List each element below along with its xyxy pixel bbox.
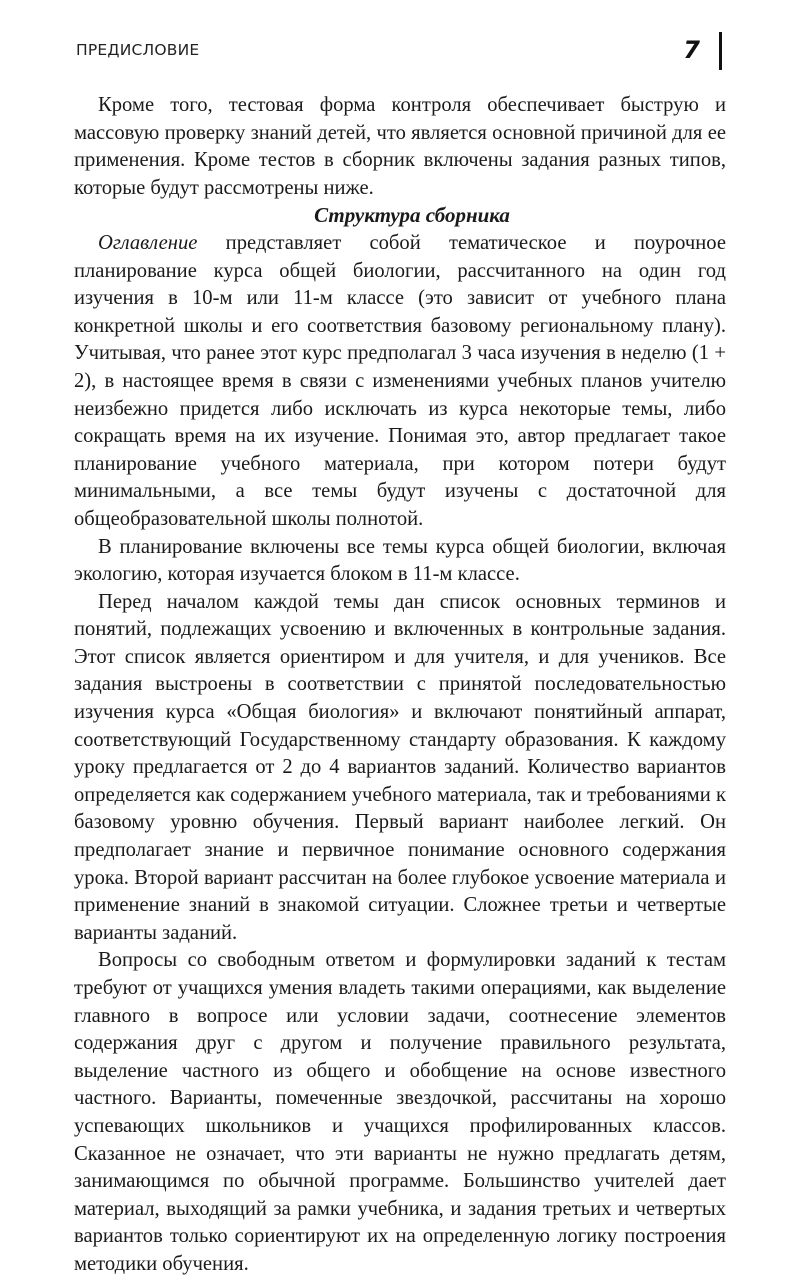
paragraph-table-of-contents <box>74 230 726 534</box>
header-rule <box>719 32 722 70</box>
running-head: ПРЕДИСЛОВИЕ <box>76 41 200 59</box>
paragraph-lead-term: Оглавление <box>98 231 198 254</box>
section-title: Структура сборника <box>314 203 510 228</box>
page-header <box>76 38 726 72</box>
page-number: 7 <box>683 36 700 64</box>
paragraph-questions: Вопросы со свободным ответом и формулировки заданий к тестам требуют от учащихся умения владеть такими операциями, как выделение главного в вопросе или условии задачи, соотнесение элементов содержания друг с другом и получение правильного результата, выделение частного из общего и обобщение на основе известного частного. Варианты, помеченные звездочкой, рассчитаны на хорошо успевающих школьников и учащихся профилированных классов. Сказанное не означает, что эти варианты не нужно предлагать детям, занимающимся по обычной программе. Большинство учителей дает материал, выходящий за рамки учебника, и задания третьих и четвертых вариантов только сориентируют их на определенную логику построения методики обучения. <box>74 949 726 1275</box>
paragraph-planning: В планирование включены все темы курса общей биологии, включая экологию, которая изучается блоком в 11-м классе. <box>74 535 726 586</box>
intro-paragraph: Кроме того, тестовая форма контроля обеспечивает быструю и массовую проверку знаний детей, что является основной причиной для ее применения. Кроме тестов в сборник включены задания разных типов, которые будут рассмотрены ниже. <box>74 94 726 199</box>
paragraph-text: представляет собой тематическое и поурочное планирование курса общей биологии, рассчитанного на один год изучения в 10-м или 11-м классе (это зависит от учебного плана конкретной школы и его соответствия базовому региональному плану). Учитывая, что ранее этот курс предполагал 3 часа изучения в неделю (1 + 2), в настоящее время в связи с изменениями учебных планов учителю неизбежно придется либо исключать из курса некоторые темы, либо сокращать время на их изучение. Понимая это, автор предлагает такое планирование учебного материала, при котором потери будут минимальными, а все темы будут изучены с достаточной для общеобразовательной школы полнотой. <box>74 231 726 530</box>
paragraph-terms: Перед началом каждой темы дан список основных терминов и понятий, подлежащих усвоению и включенных в контрольные задания. Этот список является ориентиром и для учителя, и для учеников. Все задания выстроены в соответствии с принятой последовательностью изучения курса «Общая биология» и включают понятийный аппарат, соответствующий Государственному стандарту образования. К каждому уроку предлагается от 2 до 4 вариантов заданий. Количество вариантов определяется как содержанием учебного материала, так и требованиями к базовому уровню обучения. Первый вариант наиболее легкий. Он предполагает знание и первичное понимание основного содержания урока. Второй вариант рассчитан на более глубокое усвоение материала и применение знаний в знакомой ситуации. Сложнее третьи и четвертые варианты заданий. <box>74 590 726 944</box>
body-text <box>74 92 726 1279</box>
